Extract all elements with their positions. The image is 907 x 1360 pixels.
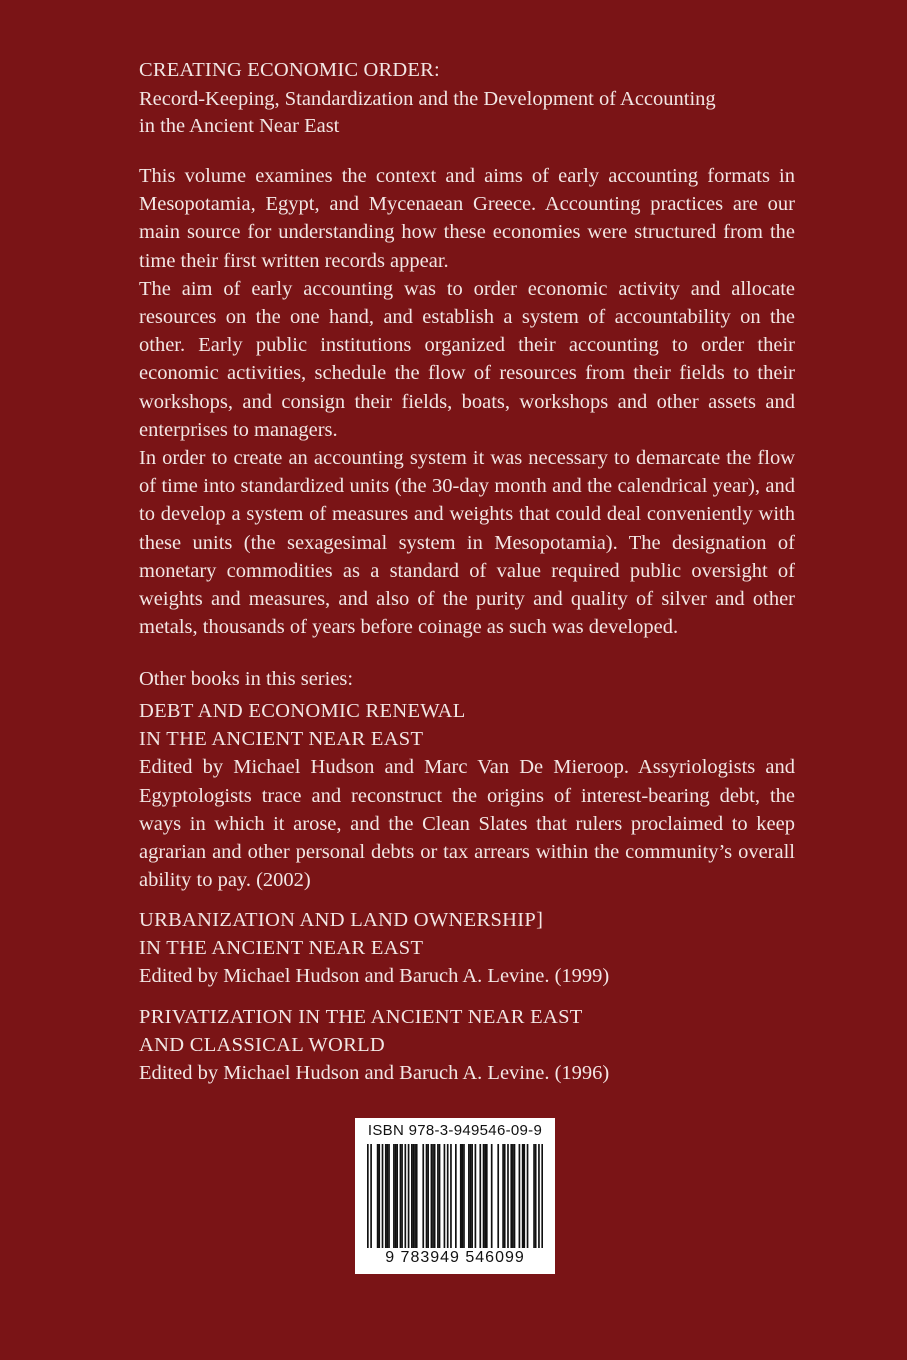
barcode-bar <box>388 1144 390 1248</box>
barcode-bar <box>385 1144 387 1248</box>
barcode-bar <box>491 1144 493 1248</box>
barcode-bar <box>479 1144 481 1248</box>
barcode-bar <box>497 1144 499 1248</box>
barcode-bar <box>484 1144 486 1248</box>
barcode-bar <box>444 1144 446 1248</box>
barcode-bar <box>382 1144 384 1248</box>
barcode-bar <box>387 1144 389 1248</box>
barcode-bar <box>527 1144 529 1248</box>
description <box>139 162 795 641</box>
barcode-bar <box>535 1144 537 1248</box>
cover-content <box>139 57 795 1087</box>
barcode-bar <box>463 1144 465 1248</box>
description-paragraph-1: This volume examines the context and aims of early accounting formats in Mesopotamia, Egypt, and Mycenaean Greece. Accounting practices are our main source for understanding how these economies were structured from the time their first written records appear. <box>139 165 795 272</box>
description-paragraph-2: The aim of early accounting was to order economic activity and allocate resources on the one hand, and establish a system of accountability on the other. Early public institutions organized their accounting to order their economic activities, schedule the flow of resources from their fields to their workshops, and consign their fields, boats, workshops and other assets and enterprises to managers. <box>139 277 795 441</box>
barcode-bar <box>483 1144 485 1248</box>
barcode-bar <box>523 1144 525 1248</box>
series-book-1-title-line-2: IN THE ANCIENT NEAR EAST <box>139 728 424 751</box>
barcode-bar <box>427 1144 429 1248</box>
series-book-3 <box>139 1003 795 1087</box>
barcode-bar <box>400 1144 402 1248</box>
series-book-3-description: Edited by Michael Hudson and Baruch A. Levine. (1996) <box>139 1061 610 1084</box>
barcode-bar <box>462 1144 464 1248</box>
barcode-bar <box>512 1144 514 1248</box>
barcode-bar <box>414 1144 416 1248</box>
barcode-bar <box>533 1144 535 1248</box>
series-book-3-title-line-1: PRIVATIZATION IN THE ANCIENT NEAR EAST <box>139 1005 583 1028</box>
series-label: Other books in this series: <box>139 668 354 691</box>
barcode-bar <box>370 1144 372 1248</box>
series-book-1-title <box>139 697 795 753</box>
barcode-bar <box>378 1144 380 1248</box>
series-book-2 <box>139 906 795 990</box>
barcode-bar <box>439 1144 441 1248</box>
barcode-bar <box>455 1144 457 1248</box>
barcode-bar <box>510 1144 512 1248</box>
series-book-1 <box>139 697 795 894</box>
subtitle-line-2: in the Ancient Near East <box>139 115 340 137</box>
barcode-bar <box>367 1144 369 1248</box>
barcode-bar <box>522 1144 524 1248</box>
barcode-bar <box>519 1144 521 1248</box>
barcode-bar <box>486 1144 488 1248</box>
barcode-bar <box>422 1144 424 1248</box>
series-book-3-title <box>139 1003 795 1059</box>
barcode-bar <box>408 1144 410 1248</box>
series-book-2-title-line-1: URBANIZATION AND LAND OWNERSHIP] <box>139 909 544 932</box>
series-book-1-description: Edited by Michael Hudson and Marc Van De Mieroop. Assyriologists and Egyptologists trace and reconstruct the origins of interest-bearing debt, the ways in which it arose, and the Clean Slates that rulers proclaimed to keep agrarian and other personal debts or tax arrears within the community’s overall ability to pay. (2002) <box>139 756 795 892</box>
barcode-bar <box>416 1144 418 1248</box>
barcode-bar <box>434 1144 436 1248</box>
barcode-bar <box>447 1144 449 1248</box>
series-book-3-title-line-2: AND CLASSICAL WORLD <box>139 1033 386 1056</box>
isbn-label: ISBN 978-3-949546-09-9 <box>367 1122 543 1139</box>
barcode-bar <box>401 1144 403 1248</box>
series-book-1-title-line-1: DEBT AND ECONOMIC RENEWAL <box>139 700 466 723</box>
barcode-bar <box>404 1144 406 1248</box>
barcode-bars <box>367 1144 543 1248</box>
isbn-barcode <box>355 1118 555 1274</box>
barcode-bar <box>471 1144 473 1248</box>
barcode-bar <box>468 1144 470 1248</box>
barcode-bar <box>460 1144 462 1248</box>
barcode-bar <box>504 1144 506 1248</box>
barcode-bar <box>413 1144 415 1248</box>
barcode-digits: 9 783949 546099 <box>385 1249 525 1266</box>
barcode-bar <box>432 1144 434 1248</box>
barcode-bar <box>507 1144 509 1248</box>
barcode-bar <box>396 1144 398 1248</box>
barcode-bar <box>431 1144 433 1248</box>
barcode-bar <box>395 1144 397 1248</box>
barcode-bar <box>426 1144 428 1248</box>
barcode-bar <box>411 1144 413 1248</box>
barcode-bar <box>514 1144 516 1248</box>
barcode-bar <box>437 1144 439 1248</box>
subtitle-line-1: Record-Keeping, Standardization and the Development of Accounting <box>139 88 716 110</box>
barcode-bar <box>470 1144 472 1248</box>
series-book-2-description: Edited by Michael Hudson and Baruch A. Levine. (1999) <box>139 965 610 988</box>
barcode-bar <box>538 1144 540 1248</box>
book-subtitle <box>139 86 795 140</box>
barcode-bar <box>377 1144 379 1248</box>
barcode-bar <box>475 1144 477 1248</box>
barcode-bar <box>450 1144 452 1248</box>
barcode-bar <box>393 1144 395 1248</box>
barcode-bar <box>541 1144 543 1248</box>
book-title: CREATING ECONOMIC ORDER: <box>139 59 440 81</box>
description-paragraph-3: In order to create an accounting system it was necessary to demarcate the flow of time into standardized units (the 30-day month and the calendrical year), and to develop a system of measures and weights that could deal conveniently with these units (the sexagesimal system in Mesopotamia). The designation of monetary commodities as a standard of value required public oversight of weights and measures, and also of the purity and quality of silver and other metals, thousands of years before coinage as such was developed. <box>139 447 795 639</box>
barcode-bar <box>502 1144 504 1248</box>
series-book-2-title-line-2: IN THE ANCIENT NEAR EAST <box>139 937 424 960</box>
series-book-2-title <box>139 906 795 962</box>
